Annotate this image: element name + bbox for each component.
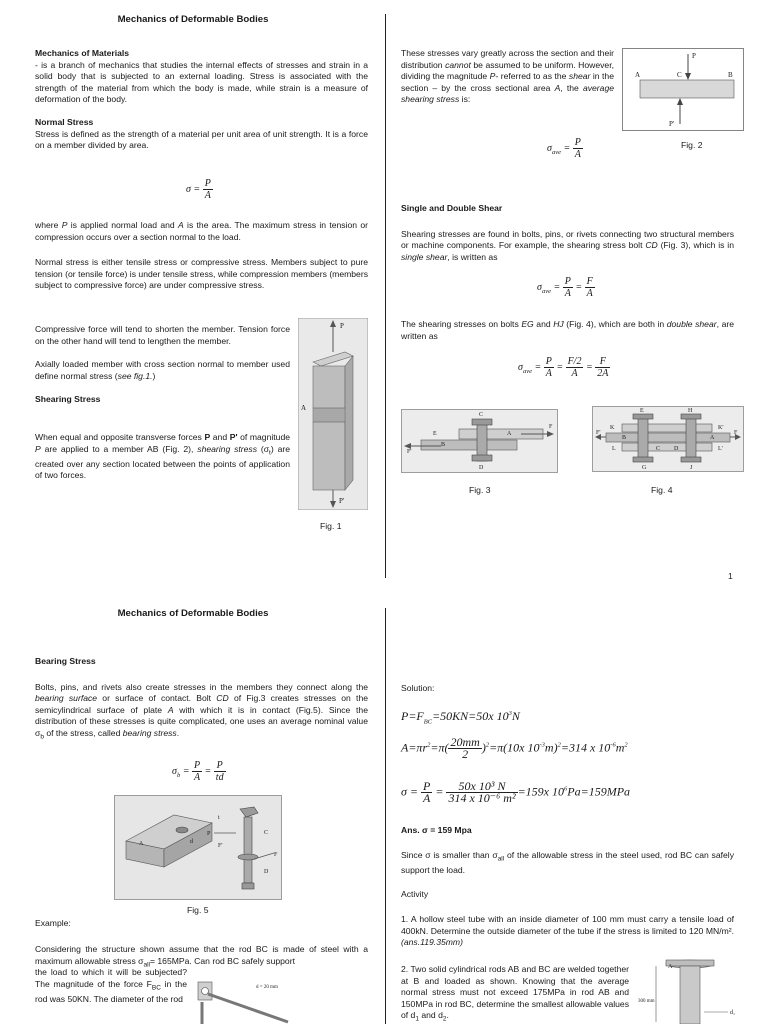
eq4-n2: F/2	[567, 356, 582, 367]
eq3-frac2	[585, 276, 595, 299]
bs-sub: b	[40, 733, 44, 741]
sol3-rest2: Pa=159MPa	[567, 784, 631, 799]
fig5-caption: Fig. 5	[187, 905, 209, 915]
eq-denominator: A	[204, 190, 211, 201]
page1-right-column-2	[401, 203, 734, 263]
single-shear-equation: $\sigma_{ave}$ = $\frac{P}{A}$ = $\frac{F}{A}$	[537, 276, 593, 299]
eq5-sigma: σ	[172, 765, 177, 777]
fig4-caption: Fig. 4	[651, 485, 673, 495]
compressive-text: Compressive force will tend to shorten the member. Tension force on the other hand will tend to lengthen the member.	[35, 324, 290, 346]
bs-t6: .	[176, 727, 180, 738]
eq2-den: A	[574, 149, 581, 160]
fig4-label-g: G	[642, 465, 647, 471]
fig4-label-a: A	[710, 435, 715, 441]
where-text	[35, 220, 368, 243]
sds-t2: (Fig. 3), which is in	[657, 240, 734, 251]
normal-stress-text: Stress is defined as the strength of a material per unit area of unit strength. It is a force on a member divided by area.	[35, 128, 368, 151]
fig4-label-f: F	[734, 430, 738, 436]
eq2-sigma: σ	[547, 142, 552, 154]
fig1-label-p: P	[340, 322, 344, 330]
figure-6	[192, 978, 292, 1024]
fig4-label-fp: F'	[596, 430, 601, 436]
sol2-exp: 2	[427, 741, 431, 749]
eq4-d2: A	[571, 368, 578, 379]
fig3-label-c: C	[479, 412, 484, 418]
bs-t3: of Fig.3 creates stresses on the semicylindrical surface of plate	[35, 693, 368, 715]
sol1-unit: N	[511, 709, 520, 723]
eq-fraction	[203, 178, 213, 201]
page-number: 1	[728, 571, 733, 581]
double-shear-equation: $\sigma_{ave}$ = $\frac{P}{A}$ = $\frac{F/2}{A}$ = $\frac{F}{2A}$	[518, 356, 609, 379]
bs-t1: Bolts, pins, and rivets also create stresses in the members they connect along the	[35, 681, 368, 692]
figure-2-drawing	[622, 48, 744, 131]
example-text-block-2	[35, 967, 187, 1006]
eq3-d1: A	[564, 288, 571, 299]
figure-3	[401, 409, 558, 473]
bs-a: A	[167, 704, 174, 715]
figure-4-drawing	[592, 406, 744, 472]
mom-text: - is a branch of mechanics that studies the internal effects of stresses and strain in a solid body that is subjected to an external loading. Stress is associated with the strength of the material from which the body is made, while strain is a measure of deformation of the body.	[35, 59, 368, 105]
example-label: Example:	[35, 918, 71, 928]
ss-p2: P'	[229, 431, 238, 442]
bearing-stress-heading: Bearing Stress	[35, 656, 96, 666]
sol2-c: )	[481, 740, 486, 755]
figure-1	[298, 318, 368, 510]
eq3-sigma: σ	[537, 281, 542, 293]
bs-italic: bearing surface	[35, 693, 98, 704]
where-p: P	[61, 220, 68, 230]
ex-sub2: BC	[151, 984, 161, 992]
sds-t3: , is written as	[447, 251, 498, 262]
act2-t3: .	[446, 1010, 449, 1021]
sol3-n2: 50x 10³ N	[446, 781, 517, 793]
fig5-label-d-small: d	[190, 839, 193, 845]
sol3-d1: A	[423, 791, 431, 805]
activity-label: Activity	[401, 889, 429, 899]
eq3-n2: F	[586, 276, 593, 287]
eq5-frac1	[192, 760, 202, 783]
fig7-label-a: A	[668, 964, 673, 970]
fig3-label-e: E	[433, 431, 437, 437]
solution-eq-1	[401, 708, 520, 728]
bs-t5: of the stress, called	[43, 727, 123, 738]
fig3-label-a: A	[507, 431, 512, 437]
eq5-d2: td	[215, 772, 224, 783]
fig5-label-t: t	[218, 815, 220, 821]
axial-text	[35, 359, 290, 382]
dbl-double: double shear	[666, 319, 717, 329]
sol2-frac	[448, 737, 481, 760]
page1-left-column-3	[35, 324, 290, 482]
figure-2	[622, 48, 744, 131]
page2-column-divider	[385, 608, 386, 1024]
ss-t4: are applied to a member AB (Fig. 2),	[40, 443, 198, 454]
eq4-n3: F	[595, 356, 610, 368]
ss-t3: of magnitude	[237, 431, 290, 442]
eq4-sigma: σ	[518, 361, 523, 373]
ex-t3: the load to which it will be subjected? The magnitude of the force F	[35, 967, 187, 989]
sol2-num: 20mm	[450, 735, 480, 749]
ss-sub: t	[269, 449, 271, 457]
vary-a: A	[554, 82, 561, 93]
activity-1-text	[401, 914, 734, 949]
eq5-n1: P	[193, 760, 201, 771]
page1-left-column-2	[35, 220, 368, 292]
ex-t4: in the rod was 50KN. The diameter of the rod	[35, 978, 187, 1004]
dbl-t3: (Fig. 4), which are both in	[563, 319, 667, 329]
axial-t1: Axially loaded member with cross section normal to member used define normal stress (	[35, 359, 290, 381]
fig1-caption: Fig. 1	[320, 521, 342, 531]
sol3-d2: 314 x 10⁻⁶ m²	[448, 791, 516, 805]
eq5-sub: b	[176, 771, 181, 779]
avg-shear-equation: $\sigma_{ave}$ = $\frac{P}{A}$	[547, 137, 581, 160]
answer-text: Ans. σ = 159 Mpa	[401, 825, 472, 835]
sol2-f: =314 x 10	[560, 740, 611, 755]
eq4-sub: ave	[522, 367, 532, 375]
eq2-num: P	[574, 137, 581, 148]
eq4-frac3	[595, 356, 610, 379]
sol3-sigma: σ =	[401, 784, 419, 799]
dbl-t1: The shearing stresses on bolts	[401, 319, 522, 329]
fig5-label-f: F	[274, 852, 278, 858]
act2-sub1: 1	[415, 1016, 419, 1024]
figure-1-drawing	[298, 318, 368, 510]
single-shear-text	[401, 229, 734, 264]
fig4-label-lp: L'	[718, 446, 723, 452]
page1-title: Mechanics of Deformable Bodies	[117, 14, 269, 25]
vary-t1: These stresses vary greatly across the section and their distribution	[401, 48, 614, 70]
page2-title: Mechanics of Deformable Bodies	[117, 608, 269, 619]
eq2-fraction	[573, 137, 583, 160]
eq4-n1: P	[545, 356, 552, 367]
where-t2: is applied normal load and	[67, 220, 178, 230]
fig4-label-k: K	[610, 425, 615, 431]
sol2-den: 2	[462, 747, 469, 761]
vary-t6: is:	[459, 94, 471, 105]
sol1-exp: 3	[508, 710, 512, 717]
sol2-exp6: 2	[624, 741, 628, 749]
sol2-d: =π(10x 10	[489, 740, 540, 755]
sds-single: single shear	[401, 251, 448, 262]
act2-t2: and d	[418, 1010, 443, 1021]
sds-cd: CD	[645, 240, 658, 251]
since-text	[401, 850, 734, 877]
page1-right-column-1	[401, 48, 614, 106]
single-double-shear-heading: Single and Double Shear	[401, 203, 503, 213]
bs-cd: CD	[216, 693, 229, 704]
where-a: A	[178, 220, 184, 230]
sol2-exp4: 2	[557, 741, 561, 749]
act1-t: 1. A hollow steel tube with an inside diameter of 100 mm must carry a tensile load of 400kN. Determine the outside diameter of the tube if the stress is limited to 120 MN/m².	[401, 914, 734, 936]
eq4-d3: 2A	[597, 368, 609, 379]
ss-p3: P	[35, 443, 41, 454]
since-t1: Since σ is smaller than σ	[401, 850, 498, 860]
fig3-caption: Fig. 3	[469, 485, 491, 495]
vary-shear: shear	[568, 71, 591, 82]
eq4-d1: A	[545, 368, 552, 379]
ss-italic: shearing stress	[197, 443, 258, 454]
vary-t4: in the section – by the cross sectional area	[401, 71, 614, 93]
eq3-sub: ave	[541, 287, 551, 295]
ss-t1: When equal and opposite transverse forces	[35, 431, 205, 442]
normal-stress-heading: Normal Stress	[35, 116, 94, 127]
activity-2-block	[401, 964, 629, 1026]
fig2-label-pp: P'	[669, 120, 675, 128]
sol3-frac1	[421, 781, 432, 804]
act1-ans: (ans.119.35mm)	[401, 937, 463, 948]
figure-7-drawing	[636, 956, 744, 1024]
page1-column-divider	[385, 14, 386, 578]
sol1-sub: BC	[423, 718, 433, 726]
page1-right-column-3	[401, 319, 734, 342]
bearing-stress-text	[35, 682, 368, 744]
sol1-a: P=F	[401, 709, 424, 723]
fig3-label-f: F	[549, 424, 553, 430]
eq5-frac2	[214, 760, 226, 783]
figure-5	[114, 795, 282, 900]
fig7-label-d1: d₁	[730, 1010, 736, 1016]
eq-numerator: P	[204, 178, 211, 189]
shearing-stress-heading: Shearing Stress	[35, 394, 101, 405]
fig5-label-c: C	[264, 830, 269, 836]
fig2-label-p: P	[692, 52, 696, 60]
solution-eq-2	[401, 737, 628, 760]
sol2-b: =π(	[430, 740, 449, 755]
vary-avg: average shearing stress	[401, 82, 615, 105]
sol1-b: =50KN=50x 10	[432, 709, 509, 723]
since-sub: all	[497, 855, 505, 863]
eq3-d2: A	[586, 288, 593, 299]
ss-p: P	[204, 431, 211, 442]
bs-t2: or surface of contact. Bolt	[97, 693, 217, 704]
sol3-n1: P	[423, 779, 431, 793]
since-t2: of the allowable stress in the steel used, rod BC can safely support the load.	[401, 850, 735, 876]
fig5-label-p: P	[207, 831, 211, 837]
ex-t1: Considering the structure shown assume that the rod BC is made of steel with a maximum allowable stress σ	[35, 944, 368, 966]
page1-left-column	[35, 48, 368, 152]
ss-t2: and	[210, 431, 230, 442]
vary-p: P	[489, 71, 496, 82]
shearing-stress-text	[35, 432, 290, 482]
eq-sigma: σ =	[186, 183, 201, 195]
since-text-block	[401, 850, 734, 877]
dbl-hj: HJ	[553, 319, 564, 329]
eq3-frac1	[563, 276, 573, 299]
sol3-exp: 6	[564, 785, 568, 793]
page2-left-column	[35, 656, 368, 743]
sol2-a: A=πr	[401, 740, 428, 755]
axial-t2: )	[152, 370, 156, 381]
fig4-label-d: D	[674, 446, 679, 452]
figure-4	[592, 406, 744, 472]
fig4-label-b: B	[622, 435, 627, 441]
fig4-label-kp: K'	[718, 425, 724, 431]
solution-eq-3: σ = $\frac{P}{A}$ = $\frac{\text{50x 10³ N}}{\text{314 x 10⁻⁶ m²}}$ =159x $10^6Pa=159MPa$	[401, 779, 631, 805]
dbl-eg: EG	[521, 319, 534, 329]
where-t3: is the area. The maximum stress in tension or compression occurs over a section normal to the load.	[35, 220, 368, 242]
double-shear-text	[401, 319, 734, 342]
fig4-label-h: H	[688, 408, 693, 414]
bs-italic2: bearing stress	[122, 727, 177, 738]
sol2-exp2: 2	[485, 741, 490, 749]
dbl-t2: and	[533, 319, 554, 329]
solution-label: Solution:	[401, 683, 435, 693]
act2-t: 2. Two solid cylindrical rods AB and BC are welded together at B and loaded as shown. Knowing that the average normal stress must not exceed 175MPa in rod AB and 150MPa in rod BC, determine the smallest allowable values of d	[401, 964, 629, 1021]
eq5-d1: A	[193, 772, 201, 783]
fig6-label-d: d = 20 mm	[256, 985, 278, 990]
ex-t2: = 165MPa. Can rod BC safely support	[149, 955, 295, 966]
mom-heading: Mechanics of Materials	[35, 48, 130, 58]
eq4-frac1	[544, 356, 554, 379]
vary-text	[401, 48, 614, 106]
dbl-t4: , are written as	[401, 319, 734, 341]
fig5-label-fp: F'	[218, 843, 223, 849]
fig5-label-d: D	[264, 869, 269, 875]
normal-stress-equation	[186, 178, 213, 201]
fig5-label-a: A	[139, 841, 144, 847]
sds-t1: Shearing stresses are found in bolts, pins, or rivets connecting two structural members or machine components. For example, the shearing stress bolt	[401, 228, 734, 251]
fig3-label-d: D	[479, 465, 484, 471]
vary-t5: , the	[560, 82, 583, 93]
activity-1-block	[401, 914, 734, 949]
sol3-rest: =159x 10	[517, 784, 565, 799]
fig2-caption: Fig. 2	[681, 140, 703, 150]
fig2-label-a: A	[635, 71, 641, 79]
bearing-stress-equation: $\sigma_b$ = $\frac{P}{A}$ = $\frac{P}{td}$	[172, 760, 224, 783]
ss-t5: (σ	[257, 443, 270, 454]
eq3-n1: P	[564, 276, 571, 287]
eq4-frac2	[566, 356, 584, 379]
bs-t4: with which it is in contact (Fig.5). Since the distribution of these stresses is quite complicated, one uses an average nominal value σ	[35, 704, 368, 738]
sol2-exp3: -3	[539, 741, 545, 749]
vary-t3: - referred to as the	[495, 71, 569, 82]
fig3-label-b: B	[441, 442, 446, 448]
example-text-2	[35, 967, 187, 1006]
sol3-frac2	[446, 781, 517, 804]
eq5-n2: P	[214, 760, 226, 772]
fig4-label-j: J	[690, 465, 693, 471]
sol2-e: m)	[544, 740, 558, 755]
fig4-label-l: L	[612, 446, 616, 452]
eq2-sub: ave	[551, 148, 561, 156]
fig4-label-e: E	[640, 408, 644, 414]
ex-sub: all	[143, 961, 150, 969]
where-t1: where	[35, 220, 62, 230]
act2-sub2: 2	[442, 1016, 447, 1024]
fig1-label-pp: P'	[339, 497, 345, 505]
fig1-label-a: A	[301, 404, 307, 412]
axial-italic: see fig.1.	[117, 370, 153, 381]
vary-t2: be assumed to be uniform. However, dividing the magnitude	[401, 59, 614, 82]
activity-2-text	[401, 964, 629, 1026]
figure-7	[636, 956, 744, 1024]
normal-stress-text-2: Normal stress is either tensile stress or compressive stress. Members subject to pure tension (or tensile force) is under tensile stress, while compression members (members subject to compressive force) are under compressive stress.	[35, 257, 368, 291]
fig2-label-c: C	[677, 71, 682, 79]
fig3-label-fp: F'	[407, 449, 412, 455]
fig2-label-b: B	[728, 71, 733, 79]
fig7-label-300: 300 mm	[638, 999, 655, 1004]
ss-t6: ) are created over any section located between the points of application of two forces.	[35, 443, 290, 481]
vary-cannot: cannot	[445, 59, 471, 70]
sol2-exp5: -6	[610, 741, 616, 749]
fig4-label-c: C	[656, 446, 661, 452]
sol2-g: m	[615, 740, 625, 755]
